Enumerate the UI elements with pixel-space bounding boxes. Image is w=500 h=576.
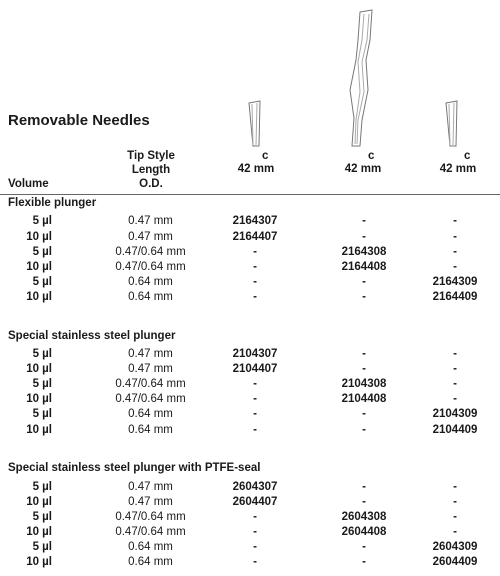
col1-cell: - [253,526,257,538]
col2-cell: - [362,348,366,360]
col1-tip-label: c [262,150,269,162]
col3-cell: - [453,378,457,390]
volume-cell: 5 µl [32,348,52,360]
col3-cell: 2164409 [432,291,478,303]
header-od-label: O.D. [139,178,163,190]
col2-tip-label: c [368,150,375,162]
od-cell: 0.64 mm [128,556,173,568]
volume-cell: 10 µl [26,231,52,243]
col2-cell: 2104308 [341,378,387,390]
col3-tip-label: c [464,150,471,162]
od-cell: 0.47 mm [128,348,173,360]
col1-cell: 2104307 [232,348,278,360]
header-length-label: Length [131,164,171,176]
col2-cell: - [362,408,366,420]
col3-cell: - [453,363,457,375]
table-row [0,291,500,306]
col1-cell: 2104407 [232,363,278,375]
col1-cell: - [253,261,257,273]
od-cell: 0.47/0.64 mm [115,246,186,258]
col3-cell: 2604409 [432,556,478,568]
volume-cell: 5 µl [32,276,52,288]
col2-cell: - [362,215,366,227]
col3-cell: - [453,246,457,258]
table-row [0,556,500,571]
col3-cell: - [453,496,457,508]
header-volume: Volume [8,178,49,190]
od-cell: 0.64 mm [128,291,173,303]
col1-cell: - [253,511,257,523]
od-cell: 0.47/0.64 mm [115,393,186,405]
od-cell: 0.47 mm [128,231,173,243]
col3-cell: 2104409 [432,424,478,436]
col3-length-label: 42 mm [439,163,477,175]
volume-cell: 10 µl [26,496,52,508]
col2-cell: - [362,424,366,436]
od-cell: 0.47/0.64 mm [115,511,186,523]
col1-cell: - [253,276,257,288]
od-cell: 0.64 mm [128,408,173,420]
table-row [0,496,500,511]
col2-cell: 2604408 [341,526,387,538]
table-row [0,526,500,541]
section-title-ptfe-seal-plunger: Special stainless steel plunger with PTFE-seal [8,462,261,474]
col2-cell: - [362,276,366,288]
volume-cell: 10 µl [26,556,52,568]
col2-cell: - [362,291,366,303]
col3-cell: - [453,393,457,405]
col1-cell: - [253,541,257,553]
volume-cell: 10 µl [26,363,52,375]
volume-cell: 5 µl [32,246,52,258]
needle-tip-icon-2 [350,10,372,146]
table-row [0,348,500,363]
od-cell: 0.64 mm [128,276,173,288]
col1-cell: 2164307 [232,215,278,227]
col1-length-label: 42 mm [237,163,275,175]
col2-cell: - [362,496,366,508]
table-row [0,541,500,556]
table-row [0,363,500,378]
col3-cell: - [453,526,457,538]
section-title-flexible-plunger: Flexible plunger [8,197,97,209]
table-row [0,261,500,276]
volume-cell: 5 µl [32,541,52,553]
col1-cell: 2604407 [232,496,278,508]
col2-cell: 2104408 [341,393,387,405]
col1-cell: 2604307 [232,481,278,493]
table-row [0,481,500,496]
col3-cell: - [453,481,457,493]
col2-cell: - [362,541,366,553]
volume-cell: 10 µl [26,393,52,405]
col3-cell: - [453,511,457,523]
volume-cell: 10 µl [26,291,52,303]
table-row [0,424,500,439]
table-row [0,511,500,526]
od-cell: 0.47/0.64 mm [115,261,186,273]
col3-cell: - [453,215,457,227]
col2-cell: 2604308 [341,511,387,523]
table-row [0,378,500,393]
table-row [0,408,500,423]
col1-cell: - [253,393,257,405]
header-tip-style-label: Tip Style [127,150,175,162]
col1-cell: - [253,556,257,568]
od-cell: 0.47 mm [128,481,173,493]
table-row [0,215,500,230]
volume-cell: 5 µl [32,511,52,523]
od-cell: 0.64 mm [128,541,173,553]
col1-cell: - [253,408,257,420]
volume-cell: 5 µl [32,481,52,493]
volume-cell: 5 µl [32,378,52,390]
od-cell: 0.47/0.64 mm [115,378,186,390]
volume-cell: 10 µl [26,261,52,273]
od-cell: 0.64 mm [128,424,173,436]
volume-cell: 10 µl [26,424,52,436]
section-title-stainless-plunger: Special stainless steel plunger [8,330,176,342]
col2-length-label: 42 mm [344,163,382,175]
col3-cell: 2604309 [432,541,478,553]
col2-cell: - [362,556,366,568]
col1-cell: - [253,246,257,258]
col3-cell: - [453,261,457,273]
col1-cell: - [253,291,257,303]
col3-cell: - [453,231,457,243]
volume-cell: 5 µl [32,408,52,420]
header-tip-style [110,149,192,191]
needle-tip-icon-1 [249,101,260,146]
od-cell: 0.47/0.64 mm [115,526,186,538]
header-divider [0,194,500,195]
col3-cell: 2164309 [432,276,478,288]
needle-tip-icon-3 [446,101,457,146]
col2-cell: - [362,363,366,375]
col2-cell: 2164308 [341,246,387,258]
od-cell: 0.47 mm [128,363,173,375]
table-row [0,276,500,291]
page-title: Removable Needles [8,112,150,129]
table-row [0,246,500,261]
col3-cell: 2104309 [432,408,478,420]
col2-cell: - [362,231,366,243]
od-cell: 0.47 mm [128,215,173,227]
col2-cell: - [362,481,366,493]
od-cell: 0.47 mm [128,496,173,508]
table-row [0,231,500,246]
table-row [0,393,500,408]
col1-cell: 2164407 [232,231,278,243]
volume-cell: 5 µl [32,215,52,227]
col3-cell: - [453,348,457,360]
volume-cell: 10 µl [26,526,52,538]
col1-cell: - [253,378,257,390]
col1-cell: - [253,424,257,436]
col2-cell: 2164408 [341,261,387,273]
